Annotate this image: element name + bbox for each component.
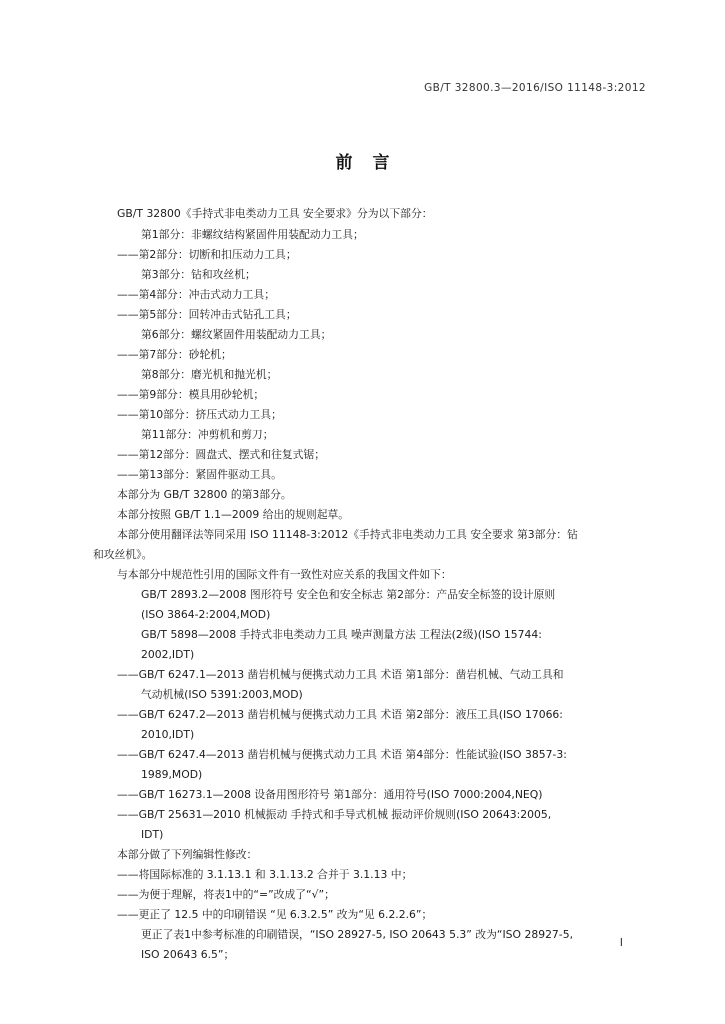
reference-line: ——GB/T 6247.1—2013 凿岩机械与便携式动力工具 术语 第1部分：凿岩机械、气动工具和 [117,668,564,681]
part-item: 第8部分：磨光机和抛光机； [141,368,278,381]
part-item: 第11部分：冲剪机和剪刀； [141,428,274,441]
paragraph: 本部分使用翻译法等同采用 ISO 11148-3:2012《手持式非电类动力工具 安全要求 第3部分：钻 [117,528,578,541]
edit-item: ——更正了 12.5 中的印刷错误 “见 6.3.2.5” 改为“见 6.2.2.6”； [117,908,433,921]
reference-line: GB/T 2893.2—2008 图形符号 安全色和安全标志 第2部分：产品安全标签的设计原则 [141,588,556,601]
running-header: GB/T 32800.3—2016/ISO 11148-3:2012 [424,82,646,94]
part-item: 第1部分：非螺纹结构紧固件用装配动力工具； [141,228,364,241]
part-item: ——第13部分：紧固件驱动工具。 [117,468,282,481]
part-item: ——第10部分：挤压式动力工具； [117,408,282,421]
part-item: 第3部分：钻和攻丝机； [141,268,256,281]
paragraph: 本部分为 GB/T 32800 的第3部分。 [117,488,292,501]
intro-line: GB/T 32800《手持式非电类动力工具 安全要求》分为以下部分： [117,207,433,220]
reference-line: ——GB/T 16273.1—2008 设备用图形符号 第1部分：通用符号(ISO 7000:2004,NEQ) [117,788,543,801]
paragraph-continuation: 和攻丝机》。 [93,548,153,561]
reference-line: 1989,MOD) [141,768,203,781]
paragraph: 本部分做了下列编辑性修改： [117,848,258,861]
reference-line: IDT) [141,828,164,841]
edit-item: 更正了表1中参考标准的印刷错误，“ISO 28927-5, ISO 20643 5.3” 改为“ISO 28927-5, [141,928,574,941]
part-item: ——第7部分：砂轮机； [117,348,232,361]
page-title: 前言 [335,153,410,173]
part-item: 第6部分：螺纹紧固件用装配动力工具； [141,328,332,341]
paragraph: 与本部分中规范性引用的国际文件有一致性对应关系的我国文件如下： [117,568,452,581]
paragraph: 本部分按照 GB/T 1.1—2009 给出的规则起草。 [117,508,350,521]
part-item: ——第2部分：切断和扣压动力工具； [117,248,297,261]
page-number: I [619,936,623,949]
reference-line: 气动机械(ISO 5391:2003,MOD) [141,688,303,701]
reference-line: ——GB/T 25631—2010 机械振动 手持式和手导式机械 振动评价规则(ISO 20643:2005, [117,808,552,821]
reference-line: GB/T 5898—2008 手持式非电类动力工具 噪声测量方法 工程法(2级)(ISO 15744: [141,628,542,641]
part-item: ——第4部分：冲击式动力工具； [117,288,276,301]
reference-line: ——GB/T 6247.2—2013 凿岩机械与便携式动力工具 术语 第2部分：液压工具(ISO 17066: [117,708,563,721]
reference-line: 2010,IDT) [141,728,195,741]
edit-item: ISO 20643 6.5”； [141,948,235,961]
edit-item: ——将国际标准的 3.1.13.1 和 3.1.13.2 合并于 3.1.13 中； [117,868,413,881]
part-item: ——第12部分：圆盘式、摆式和往复式锯； [117,448,326,461]
part-item: ——第9部分：模具用砂轮机； [117,388,265,401]
reference-line: (ISO 3864-2:2004,MOD) [141,608,271,621]
edit-item: ——为便于理解，将表1中的“=”改成了“√”； [117,888,335,901]
reference-line: 2002,IDT) [141,648,195,661]
part-item: ——第5部分：回转冲击式钻孔工具； [117,308,297,321]
reference-line: ——GB/T 6247.4—2013 凿岩机械与便携式动力工具 术语 第4部分：性能试验(ISO 3857-3: [117,748,567,761]
